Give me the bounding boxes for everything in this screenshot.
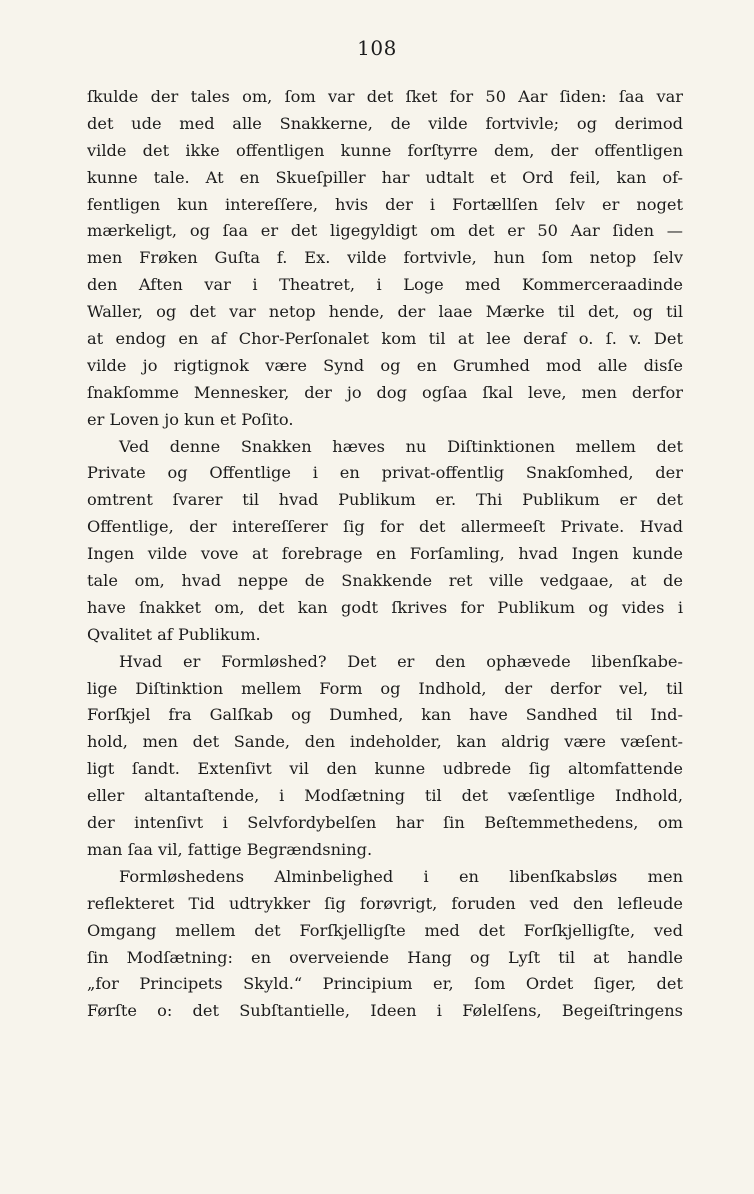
- text-line: er Loven jo kun et Poſito.: [87, 409, 294, 429]
- text-line: Ingen vilde vove at forebrage en Forſamling, hvad Ingen kunde: [87, 544, 683, 564]
- text-line: Forſkjel fra Galſkab og Dumhed, kan have Sandhed til Ind-: [87, 705, 683, 725]
- text-line: der intenſivt i Selvfordybelſen har ſin Beſtemmethedens, om: [87, 813, 683, 833]
- text-line: omtrent ſvarer til hvad Publikum er. Thi Publikum er det: [87, 490, 683, 510]
- text-line: ligt ſandt. Extenſivt vil den kunne udbrede ſig altomfattende: [87, 759, 683, 779]
- text-line: Ved denne Snakken hæves nu Diſtinktionen mellem det: [119, 436, 683, 456]
- text-line: det ude med alle Snakkerne, de vilde fortvivle; og derimod: [87, 113, 683, 133]
- text-line: Waller, og det var netop hende, der laae Mærke til det, og til: [87, 302, 683, 322]
- text-line: lige Diſtinktion mellem Form og Indhold, der derfor vel, til: [87, 678, 683, 698]
- body-text: [87, 84, 683, 1025]
- text-line: vilde det ikke offentligen kunne forſtyrre dem, der offentligen: [87, 140, 683, 160]
- text-line: ſnakſomme Mennesker, der jo dog ogſaa ſkal leve, men derfor: [87, 382, 683, 402]
- text-line: at endog en af Chor-Perſonalet kom til at lee deraf o. ſ. v. Det: [87, 329, 683, 349]
- text-line: Qvalitet af Publikum.: [87, 624, 261, 644]
- text-line: mærkeligt, og ſaa er det ligegyldigt om det er 50 Aar ſiden —: [87, 221, 683, 241]
- text-line: vilde jo rigtignok være Synd og en Grumhed mod alle disſe: [87, 355, 683, 375]
- text-line: den Aften var i Theatret, i Loge med Kommerceraadinde: [87, 275, 683, 295]
- text-line: eller altantaſtende, i Modſætning til det væſentlige Indhold,: [87, 786, 683, 806]
- text-line: Private og Offentlige i en privat-offentlig Snakſomhed, der: [87, 463, 683, 483]
- text-line: men Frøken Guſta f. Ex. vilde fortvivle, hun ſom netop ſelv: [87, 248, 683, 268]
- text-line: have ſnakket om, det kan godt ſkrives for Publikum og vides i: [87, 597, 683, 617]
- text-line: Offentlige, der intereſſerer ſig for det allermeeſt Private. Hvad: [87, 517, 683, 537]
- text-line: ſkulde der tales om, ſom var det ſket for 50 Aar ſiden: ſaa var: [87, 87, 683, 106]
- text-line: tale om, hvad neppe de Snakkende ret ville vedgaae, at de: [87, 571, 683, 591]
- text-line: Formløshedens Alminbelighed i en libenſkabsløs men: [119, 866, 683, 886]
- text-line: man ſaa vil, fattige Begrændsning.: [87, 839, 373, 859]
- page-number: 108: [357, 36, 397, 60]
- text-line: „for Principets Skyld.“ Principium er, ſom Ordet ſiger, det: [87, 974, 683, 994]
- text-line: Hvad er Formløshed? Det er den ophævede libenſkabe-: [119, 651, 683, 671]
- text-line: fentligen kun intereſſere, hvis der i Fortællſen ſelv er noget: [87, 194, 683, 214]
- text-line: kunne tale. At en Skueſpiller har udtalt et Ord feil, kan of-: [87, 167, 683, 187]
- text-line: hold, men det Sande, den indeholder, kan aldrig være væſent-: [87, 732, 683, 752]
- text-line: ſin Modſætning: en overveiende Hang og Lyſt til at handle: [87, 947, 683, 967]
- text-line: reflekteret Tid udtrykker ſig forøvrigt, foruden ved den lefleude: [87, 893, 683, 913]
- text-line: Omgang mellem det Forſkjelligſte med det Forſkjelligſte, ved: [87, 920, 683, 940]
- text-line: Førſte o: det Subſtantielle, Ideen i Følelſens, Begeiſtringens: [87, 1001, 683, 1021]
